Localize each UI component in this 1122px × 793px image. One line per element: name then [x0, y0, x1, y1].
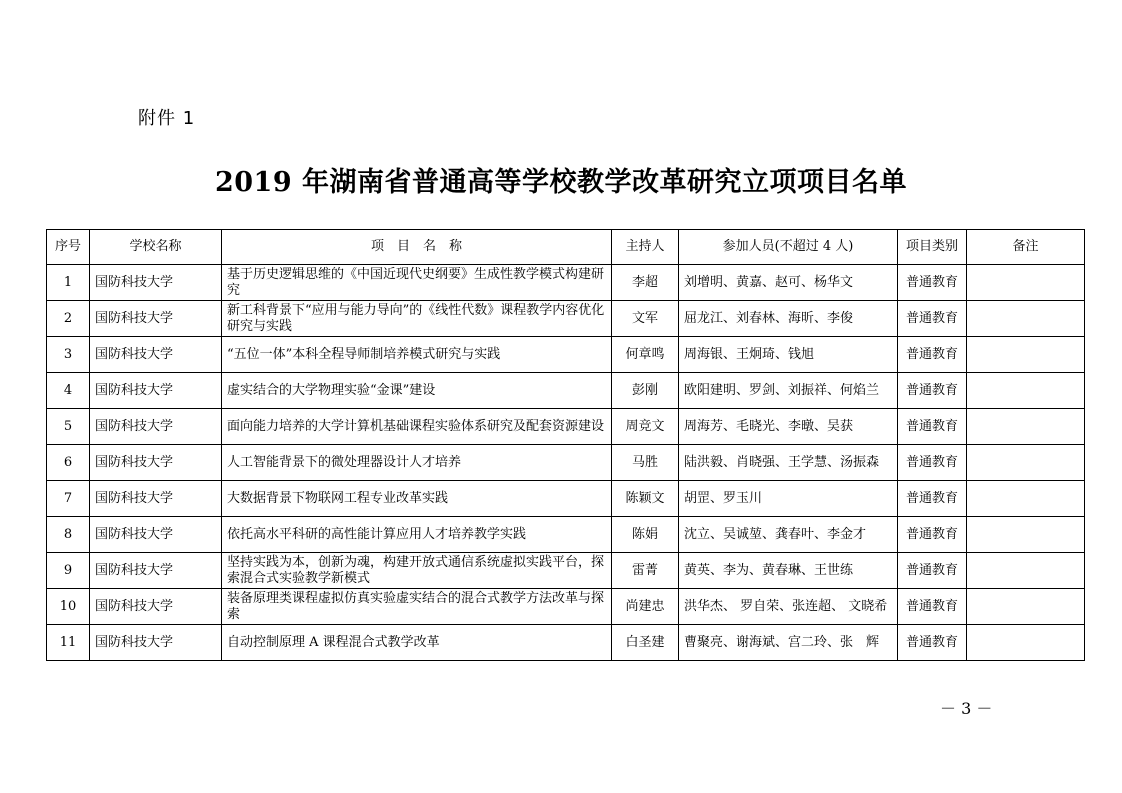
cell-members: 曹聚亮、谢海斌、宫二玲、张 辉 [679, 625, 898, 661]
cell-leader: 文军 [612, 301, 679, 337]
table-row [47, 517, 1085, 553]
table-row [47, 409, 1085, 445]
cell-index: 9 [47, 553, 90, 589]
cell-members: 周海银、王炯琦、钱旭 [679, 337, 898, 373]
cell-school: 国防科技大学 [90, 445, 222, 481]
table-row [47, 589, 1085, 625]
cell-index: 11 [47, 625, 90, 661]
header-school: 学校名称 [90, 230, 222, 265]
cell-project: 装备原理类课程虚拟仿真实验虚实结合的混合式教学方法改革与探索 [222, 589, 612, 625]
cell-note [967, 445, 1085, 481]
cell-category: 普通教育 [898, 337, 967, 373]
cell-category: 普通教育 [898, 517, 967, 553]
table-row [47, 625, 1085, 661]
cell-school: 国防科技大学 [90, 625, 222, 661]
cell-leader: 周竞文 [612, 409, 679, 445]
cell-project: “五位一体”本科全程导师制培养模式研究与实践 [222, 337, 612, 373]
cell-project: 依托高水平科研的高性能计算应用人才培养教学实践 [222, 517, 612, 553]
cell-note [967, 265, 1085, 301]
cell-note [967, 301, 1085, 337]
cell-index: 10 [47, 589, 90, 625]
cell-category: 普通教育 [898, 445, 967, 481]
header-category: 项目类别 [898, 230, 967, 265]
cell-note [967, 589, 1085, 625]
cell-members: 屈龙江、刘春林、海昕、李俊 [679, 301, 898, 337]
cell-category: 普通教育 [898, 409, 967, 445]
cell-members: 陆洪毅、肖晓强、王学慧、汤振森 [679, 445, 898, 481]
cell-leader: 白圣建 [612, 625, 679, 661]
cell-leader: 陈娟 [612, 517, 679, 553]
document-title: 2019 年湖南省普通高等学校教学改革研究立项项目名单 [214, 167, 908, 198]
cell-leader: 雷菁 [612, 553, 679, 589]
cell-members: 刘增明、黄嘉、赵可、杨华文 [679, 265, 898, 301]
cell-category: 普通教育 [898, 553, 967, 589]
cell-project: 坚持实践为本，创新为魂，构建开放式通信系统虚拟实践平台，探索混合式实验教学新模式 [222, 553, 612, 589]
cell-category: 普通教育 [898, 265, 967, 301]
cell-school: 国防科技大学 [90, 337, 222, 373]
cell-category: 普通教育 [898, 625, 967, 661]
cell-leader: 彭刚 [612, 373, 679, 409]
cell-note [967, 337, 1085, 373]
cell-note [967, 625, 1085, 661]
cell-school: 国防科技大学 [90, 265, 222, 301]
table-row [47, 265, 1085, 301]
cell-index: 7 [47, 481, 90, 517]
cell-members: 黄英、李为、黄春琳、王世练 [679, 553, 898, 589]
cell-leader: 陈颖文 [612, 481, 679, 517]
cell-project: 人工智能背景下的微处理器设计人才培养 [222, 445, 612, 481]
table-row [47, 553, 1085, 589]
cell-school: 国防科技大学 [90, 301, 222, 337]
cell-note [967, 481, 1085, 517]
cell-index: 5 [47, 409, 90, 445]
cell-index: 8 [47, 517, 90, 553]
cell-members: 沈立、吴诚堃、龚春叶、李金才 [679, 517, 898, 553]
cell-school: 国防科技大学 [90, 409, 222, 445]
cell-members: 周海芳、毛晓光、李暾、吴获 [679, 409, 898, 445]
project-table [46, 229, 1085, 661]
cell-school: 国防科技大学 [90, 373, 222, 409]
cell-index: 2 [47, 301, 90, 337]
header-leader: 主持人 [612, 230, 679, 265]
cell-note [967, 373, 1085, 409]
page-number: － 3 － [940, 699, 993, 718]
cell-category: 普通教育 [898, 373, 967, 409]
header-index: 序号 [47, 230, 90, 265]
cell-members: 欧阳建明、罗剑、刘振祥、何焰兰 [679, 373, 898, 409]
table-row [47, 301, 1085, 337]
cell-school: 国防科技大学 [90, 517, 222, 553]
cell-project: 基于历史逻辑思维的《中国近现代史纲要》生成性教学模式构建研究 [222, 265, 612, 301]
cell-index: 4 [47, 373, 90, 409]
cell-index: 3 [47, 337, 90, 373]
header-members: 参加人员(不超过 4 人) [679, 230, 898, 265]
cell-leader: 尚建忠 [612, 589, 679, 625]
cell-school: 国防科技大学 [90, 481, 222, 517]
cell-project: 大数据背景下物联网工程专业改革实践 [222, 481, 612, 517]
table-row [47, 337, 1085, 373]
cell-project: 自动控制原理 A 课程混合式教学改革 [222, 625, 612, 661]
cell-category: 普通教育 [898, 589, 967, 625]
cell-project: 虚实结合的大学物理实验“金课”建设 [222, 373, 612, 409]
cell-note [967, 409, 1085, 445]
table-row [47, 481, 1085, 517]
cell-index: 6 [47, 445, 90, 481]
table-header-row [47, 230, 1085, 265]
cell-note [967, 517, 1085, 553]
attachment-label: 附件 1 [138, 108, 196, 129]
cell-category: 普通教育 [898, 481, 967, 517]
cell-members: 洪华杰、 罗自荣、张连超、 文晓希 [679, 589, 898, 625]
header-note: 备注 [967, 230, 1085, 265]
cell-project: 新工科背景下“应用与能力导向”的《线性代数》课程教学内容优化研究与实践 [222, 301, 612, 337]
cell-leader: 何章鸣 [612, 337, 679, 373]
table-row [47, 445, 1085, 481]
cell-project: 面向能力培养的大学计算机基础课程实验体系研究及配套资源建设 [222, 409, 612, 445]
cell-leader: 马胜 [612, 445, 679, 481]
header-project: 项 目 名 称 [222, 230, 612, 265]
table-row [47, 373, 1085, 409]
cell-note [967, 553, 1085, 589]
cell-index: 1 [47, 265, 90, 301]
cell-leader: 李超 [612, 265, 679, 301]
cell-members: 胡罡、罗玉川 [679, 481, 898, 517]
cell-school: 国防科技大学 [90, 553, 222, 589]
cell-school: 国防科技大学 [90, 589, 222, 625]
cell-category: 普通教育 [898, 301, 967, 337]
